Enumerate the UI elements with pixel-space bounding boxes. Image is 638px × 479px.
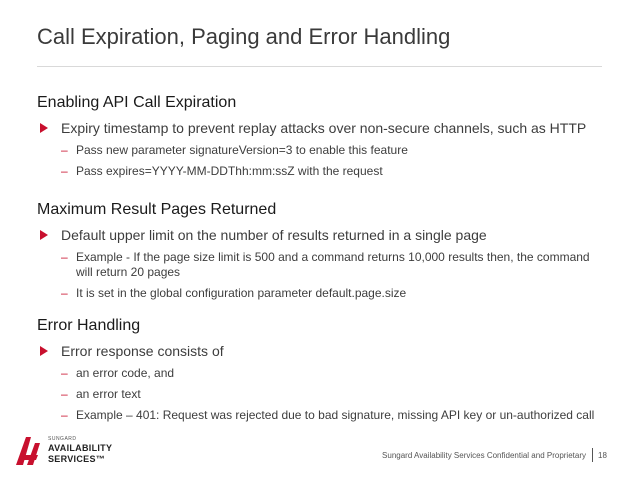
bullet-text: Default upper limit on the number of results returned in a single page [61, 227, 487, 243]
footer-divider [592, 448, 593, 462]
dash-bullet-icon: – [61, 286, 68, 300]
dash-bullet-icon: – [61, 143, 68, 157]
section-error-handling [37, 317, 594, 429]
title-divider [37, 66, 602, 67]
section-max-result-pages [37, 201, 606, 307]
page-number: 18 [598, 451, 607, 460]
logo-line-1: AVAILABILITY [48, 443, 113, 453]
triangle-bullet-icon [40, 123, 48, 133]
bullet-item [37, 227, 606, 243]
logo-line-2: SERVICES™ [48, 454, 106, 464]
footer-confidential-text: Sungard Availability Services Confidential and Proprietary [382, 451, 586, 460]
section-heading: Error Handling [37, 317, 141, 334]
sub-bullet-text: Pass expires=YYYY-MM-DDThh:mm:ssZ with the request [76, 164, 383, 178]
dash-bullet-icon: – [61, 408, 68, 422]
sub-bullet-item [37, 250, 606, 280]
triangle-bullet-icon [40, 346, 48, 356]
dash-bullet-icon: – [61, 366, 68, 380]
section-api-call-expiration [37, 94, 586, 185]
sub-bullet-item [37, 286, 606, 301]
dash-bullet-icon: – [61, 164, 68, 178]
section-heading: Enabling API Call Expiration [37, 94, 237, 111]
bullet-text: Error response consists of [61, 343, 224, 359]
bullet-item [37, 343, 594, 359]
sub-bullet-item [37, 387, 594, 402]
dash-bullet-icon: – [61, 250, 68, 264]
sub-bullet-text: Pass new parameter signatureVersion=3 to enable this feature [76, 143, 408, 157]
bullet-item [37, 120, 586, 136]
sub-bullet-text: Example - If the page size limit is 500 and a command returns 10,000 results then, the command will return 20 pages [76, 250, 590, 279]
company-logo [14, 433, 124, 473]
section-heading: Maximum Result Pages Returned [37, 201, 277, 218]
sub-bullet-text: Example – 401: Request was rejected due to bad signature, missing API key or un-authorized call [76, 408, 595, 422]
sub-bullet-item [37, 366, 594, 381]
sub-bullet-item [37, 164, 586, 179]
sungard-logo-mark-icon [14, 433, 44, 467]
dash-bullet-icon: – [61, 387, 68, 401]
slide-title: Call Expiration, Paging and Error Handling [37, 24, 451, 49]
sub-bullet-text: an error text [76, 387, 141, 401]
logo-top-line: SUNGARD [48, 436, 77, 442]
triangle-bullet-icon [40, 230, 48, 240]
sub-bullet-item [37, 408, 594, 423]
sub-bullet-item [37, 143, 586, 158]
sub-bullet-text: an error code, and [76, 366, 175, 380]
sub-bullet-text: It is set in the global configuration parameter default.page.size [76, 286, 407, 300]
bullet-text: Expiry timestamp to prevent replay attacks over non-secure channels, such as HTTP [61, 120, 587, 136]
